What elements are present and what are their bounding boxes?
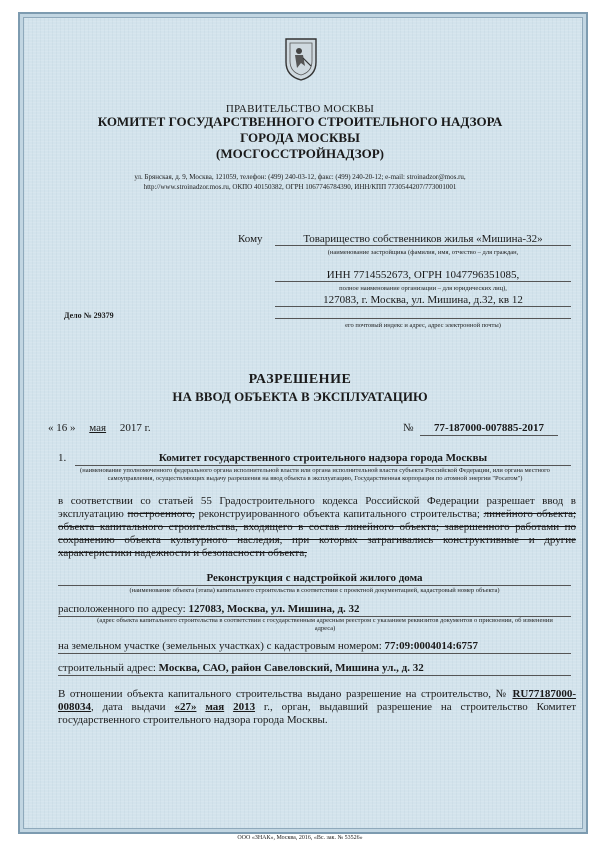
paragraph-struck-2: линейного объекта; объекта капитального строительства, входящего в состав линейного объекта; завершенного работами по сохранению объекта культурного наследия, при которых затрагивались конструктивные и другие характеристики надежности и безопасности объекта,	[58, 508, 577, 559]
land-plot-line	[58, 640, 571, 654]
issuer-caption: (наименование уполномоченного федерального органа исполнительной власти или органа исполнительной власти субъекта Российской Федерации, или органа местного самоуправления, осуществляющих выдачу разрешения на ввод объекта в эксплуатацию, Государственная корпорация по атомной энергии "Росатом")	[80, 467, 550, 482]
permit-number-label: №	[403, 422, 414, 434]
moscow-coat-of-arms-emblem	[283, 36, 319, 82]
header-contacts	[90, 172, 510, 192]
issue-day: «27»	[174, 701, 197, 713]
construction-address-label: строительный адрес:	[58, 662, 156, 674]
date-line	[48, 422, 151, 435]
document-title: РАЗРЕШЕНИЕ	[248, 372, 352, 387]
header-abbreviation: (МОСГОССТРОЙНАДЗОР)	[215, 146, 385, 161]
date-month: мая	[89, 422, 107, 434]
recipient-caption-2: полное наименование организации – для юридических лиц),	[339, 285, 507, 292]
permit-number: 77-187000-007885-2017	[420, 422, 558, 436]
recipient-caption-3: его почтовый индекс и адрес, адрес электронной почты)	[345, 322, 501, 329]
cadastral-number: 77:09:0004014:6757	[384, 640, 479, 652]
address-value: 127083, Москва, ул. Мишина, д. 32	[188, 603, 360, 615]
address-line	[58, 603, 571, 617]
address-label: расположенного по адресу:	[58, 603, 186, 615]
date-day: « 16 »	[48, 422, 76, 434]
header-government: ПРАВИТЕЛЬСТВО МОСКВЫ	[225, 103, 375, 115]
issuer-name: Комитет государственного строительного надзора города Москвы	[75, 452, 571, 466]
header-committee: КОМИТЕТ ГОСУДАРСТВЕННОГО СТРОИТЕЛЬНОГО НАДЗОРА	[97, 114, 503, 129]
contacts-line-2: http://www.stroinadzor.mos.ru, ОКПО 40150382, ОГРН 1067746784390, ИНН/КПП 7730544207/773001001	[143, 183, 457, 191]
printer-footer: ООО «ЗНАК», Москва, 2016, «Вс. зак. № 53526»	[237, 835, 363, 841]
construction-address-line	[58, 662, 571, 676]
issue-month: мая	[205, 701, 225, 713]
object-caption: (наименование объекта (этапа) капитального строительства в соответствии с проектной документацией, кадастровый номер объекта)	[129, 587, 500, 594]
document-subtitle: НА ВВОД ОБЪЕКТА В ЭКСПЛУАТАЦИЮ	[172, 389, 428, 404]
date-year: 2017 г.	[119, 422, 151, 434]
land-label: на земельном участке (земельных участках) с кадастровым номером:	[58, 640, 382, 652]
construction-permit-number: RU77187000-008034	[58, 688, 576, 713]
issue-year: 2013	[233, 701, 256, 713]
paragraph-text-1: в соответствии со статьей 55 Градостроительного кодекса Российской Федерации разрешает ввод в эксплуатацию	[58, 495, 576, 520]
recipient-inn-ogrn: ИНН 7714552673, ОГРН 1047796351085,	[275, 269, 571, 282]
recipient-label: Кому	[238, 233, 263, 245]
header-city: ГОРОДА МОСКВЫ	[240, 130, 360, 145]
final-text-1: В отношении объекта капитального строительства выдано разрешение на строительство, №	[58, 688, 508, 700]
case-number: Дело № 29379	[64, 311, 114, 320]
recipient-blank-line	[275, 318, 571, 319]
construction-address-value: Москва, САО, район Савеловский, Мишина ул., д. 32	[158, 662, 424, 674]
final-text-2: , дата выдачи	[91, 701, 166, 713]
address-caption: (адрес объекта капитального строительства в соответствии с государственным адресным реестром с указанием реквизитов документов о присвоении, об изменении адреса)	[97, 617, 553, 632]
recipient-name: Товарищество собственников жилья «Мишина-32»	[275, 233, 571, 246]
recipient-caption-1: (наименование застройщика (фамилия, имя, отчество – для граждан,	[327, 249, 519, 256]
object-name: Реконструкция с надстройкой жилого дома	[58, 572, 571, 586]
paragraph-text-2: реконструированного объекта капитального строительства;	[194, 508, 480, 520]
paragraph-struck-1: построенного,	[127, 508, 195, 520]
recipient-address: 127083, г. Москва, ул. Мишина, д.32, кв 12	[275, 294, 571, 307]
final-paragraph	[58, 688, 576, 727]
contacts-line-1: ул. Брянская, д. 9, Москва, 121059, телефон: (499) 240-03-12, факс: (499) 240-20-12; e-mail: stroinadzor@mos.ru,	[134, 173, 466, 181]
item-marker: 1.	[58, 452, 67, 464]
final-text-3: г., орган, выдавший разрешение на строительство Комитет государственного строительного надзора города Москвы.	[58, 701, 577, 726]
main-paragraph	[58, 495, 576, 560]
